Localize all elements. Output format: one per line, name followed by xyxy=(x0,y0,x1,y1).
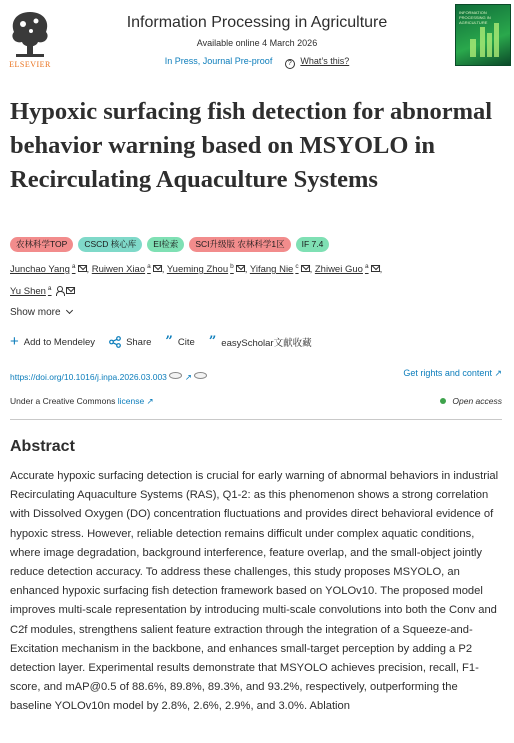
badge-top[interactable]: 农林科学TOP xyxy=(10,237,73,252)
cite-label: Cite xyxy=(177,336,195,348)
author-list: Junchao Yang $^a$ , Ruiwen Xiao $^a$ , Yueming Zhou $^b$ , Yifang Nie $^c$ , Zhiwei Guo $^a$ , Yu Shen $^a$ xyxy=(10,263,383,297)
email-icon[interactable] xyxy=(78,265,87,272)
open-access-dot-icon xyxy=(440,398,446,404)
share-button[interactable] xyxy=(109,336,151,348)
author-link[interactable]: Yifang Nie $^c$ xyxy=(250,264,310,275)
license-link[interactable]: license ↗ xyxy=(117,396,154,406)
plus-icon: + xyxy=(10,333,19,350)
available-online-date: Available online 4 March 2026 xyxy=(196,38,318,48)
show-more-label: Show more xyxy=(10,307,61,318)
author-link[interactable]: Junchao Yang $^a$ xyxy=(10,264,87,275)
email-icon[interactable] xyxy=(236,265,245,272)
author-link[interactable]: Yueming Zhou $^b$ xyxy=(167,264,245,275)
abstract-text: Accurate hypoxic surfacing detection is crucial for early warning of abnormal behaviors in industrial Recirculating Aquaculture Systems (RAS), Q1-2: as this phenomenon shows a strong correlation with Dissolved Oxygen (DO) concentration fluctuations and provides direct behavioral evidence of hypoxic stress. However, reliable detection remains difficult under complex aquatic conditions, where image degradation, background interference, feature overlap, and the small-object jointly reduce detection accuracy. To address these challenges, this study proposes MSYOLO, an enhanced hypoxic surfacing fish detection framework based on YOLOv10. The proposed model improves multi-scale representation by introducing multi-scale convolutions into both the Conv and C2f modules, strengthens salient feature extraction through the integration of a Squeeze-and-Excitation mechanism in the backbone, and enhances small-target perception by adding a P2 detection layer. Experimental results demonstrate that MSYOLO achieves precision, recall, F1-score, and mAP@0.5 of 88.6%, 89.8%, 89.3%, and 93.2%, respectively, outperforming the baseline YOLOv10n model by 2.8%, 2.6%, 2.9%, and 3.0%. Ablation xyxy=(10,470,499,713)
journal-ranking-badges xyxy=(10,237,329,253)
share-label: Share xyxy=(126,336,152,348)
section-divider xyxy=(10,419,502,420)
publisher-name: ELSEVIER xyxy=(9,60,51,69)
doi-row xyxy=(10,372,207,383)
quote-icon: ” xyxy=(165,334,173,349)
article-title: Hypoxic surfacing fish detection for abnormal behavior warning based on MSYOLO in Recirculating Aquaculture Systems xyxy=(10,98,493,193)
whats-this-link[interactable]: What’s this? xyxy=(300,56,350,66)
author-link[interactable]: Zhiwei Guo $^a$ xyxy=(315,264,380,275)
cite-button[interactable] xyxy=(165,336,194,348)
journal-title-link[interactable]: Information Processing in Agriculture xyxy=(126,14,388,31)
get-rights-link[interactable]: Get rights and content ↗ xyxy=(403,368,502,378)
doi-link[interactable]: https://doi.org/10.1016/j.inpa.2026.03.003 xyxy=(10,372,167,382)
corresponding-author-icon xyxy=(55,286,64,295)
open-access-link-icon[interactable] xyxy=(169,372,182,379)
external-link-icon: ↗ xyxy=(184,372,193,382)
quote-icon: ” xyxy=(208,334,217,349)
email-icon[interactable] xyxy=(371,265,380,272)
question-icon: ? xyxy=(285,59,295,69)
email-icon[interactable] xyxy=(153,265,162,272)
elsevier-tree-logo[interactable] xyxy=(6,4,54,62)
article-actions-toolbar xyxy=(10,335,312,349)
badge-impact-factor[interactable]: IF 7.4 xyxy=(296,237,330,252)
email-icon[interactable] xyxy=(301,265,310,272)
share-icon xyxy=(109,336,121,348)
open-access-status xyxy=(440,396,502,406)
open-access-link-icon[interactable] xyxy=(194,372,207,379)
easyscholar-button[interactable] xyxy=(209,335,312,349)
journal-cover-image[interactable] xyxy=(455,4,511,66)
author-link[interactable]: Yu Shen $^a$ xyxy=(10,286,75,297)
license-info xyxy=(10,396,154,407)
add-to-mendeley-button[interactable] xyxy=(10,333,96,350)
add-to-mendeley-label: Add to Mendeley xyxy=(23,336,96,348)
badge-sci[interactable]: SCI升级版 农林科学1区 xyxy=(189,237,290,252)
in-press-link[interactable]: In Press, Journal Pre-proof xyxy=(164,56,273,66)
open-access-label: Open access xyxy=(452,396,502,406)
journal-header xyxy=(0,0,514,72)
badge-ei[interactable]: EI检索 xyxy=(147,237,184,252)
chevron-down-icon xyxy=(66,307,73,314)
license-prefix: Under a Creative Commons xyxy=(10,396,116,406)
show-more-button[interactable] xyxy=(10,307,72,318)
cover-title: INFORMATION PROCESSING IN AGRICULTURE xyxy=(459,10,491,25)
article-status-row xyxy=(0,56,514,69)
abstract-heading: Abstract xyxy=(10,438,75,455)
easyscholar-label: easyScholar文献收藏 xyxy=(221,338,312,349)
author-link[interactable]: Ruiwen Xiao $^a$ xyxy=(92,264,162,275)
email-icon[interactable] xyxy=(66,287,75,294)
badge-cscd[interactable]: CSCD 核心库 xyxy=(78,237,142,252)
